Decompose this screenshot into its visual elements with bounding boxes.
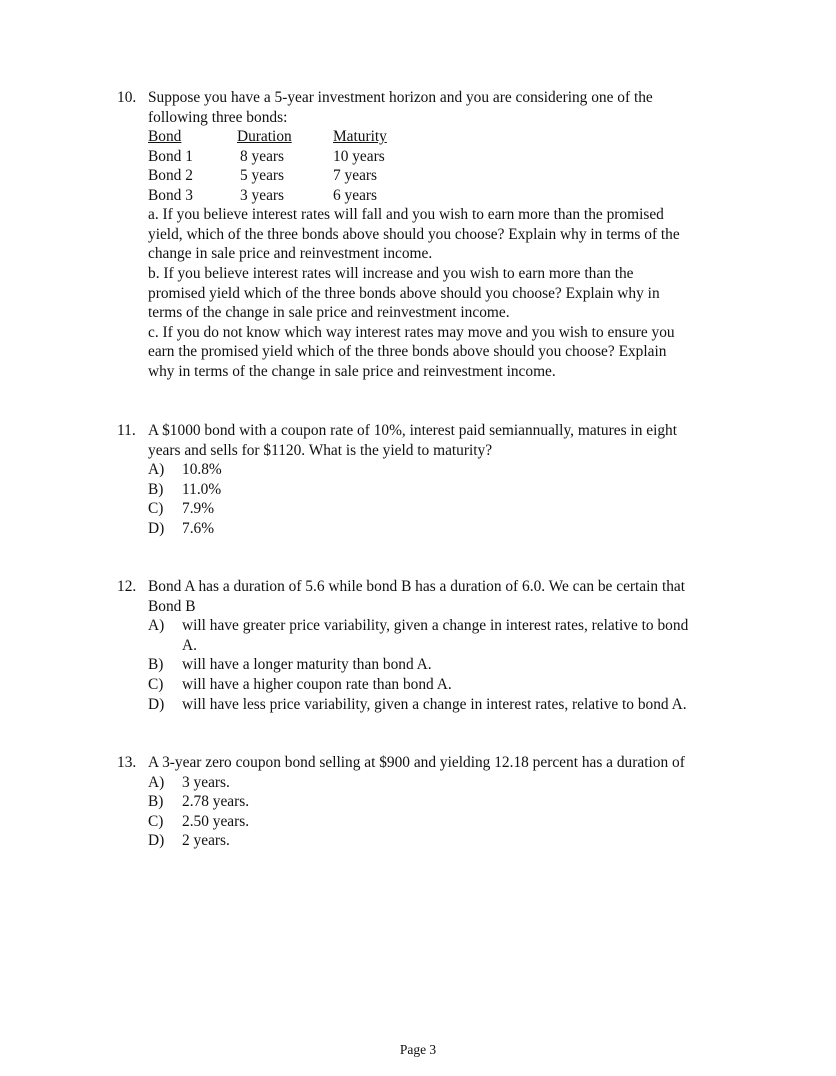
option-text: 3 years. [182, 773, 230, 791]
option-text: A. [182, 636, 197, 654]
option-text: 11.0% [182, 480, 222, 498]
question-12 [117, 577, 757, 714]
part-a-line: yield, which of the three bonds above should you choose? Explain why in terms of the [148, 225, 680, 243]
answer-option-c [148, 499, 757, 519]
table-header-duration: Duration [237, 128, 292, 146]
question-text-line: A 3-year zero coupon bond selling at $900 and yielding 12.18 percent has a duration of [148, 754, 685, 771]
option-text: 7.9% [182, 500, 215, 518]
option-label: B) [148, 656, 164, 674]
option-text: will have greater price variability, given a change in interest rates, relative to bond [182, 617, 689, 635]
option-text: will have a longer maturity than bond A. [182, 656, 432, 674]
question-10 [117, 88, 757, 382]
table-header-bond: Bond [148, 128, 182, 146]
table-cell: 10 years [333, 147, 385, 165]
option-label: A) [148, 773, 165, 791]
question-number: 10. [117, 89, 137, 106]
question-text-line: Bond A has a duration of 5.6 while bond B has a duration of 6.0. We can be certain that [148, 578, 686, 595]
option-label: D) [148, 519, 165, 537]
question-11 [117, 421, 757, 539]
option-text: 2.78 years. [182, 793, 250, 811]
question-text-line: A $1000 bond with a coupon rate of 10%, interest paid semiannually, matures in eight [148, 422, 678, 439]
page-number: Page 3 [399, 1042, 437, 1057]
option-label: A) [148, 617, 165, 635]
question-body [148, 577, 757, 714]
option-label: C) [148, 812, 164, 830]
answer-option-d [148, 831, 757, 851]
answer-option-a [148, 460, 757, 480]
table-cell: 8 years [240, 147, 285, 165]
part-b-line: promised yield which of the three bonds above should you choose? Explain why in [148, 284, 660, 302]
option-label: B) [148, 793, 164, 811]
answer-option-d [148, 695, 757, 715]
table-cell: Bond 3 [148, 186, 193, 204]
option-label: C) [148, 675, 164, 693]
table-cell: 3 years [240, 186, 285, 204]
question-13 [117, 753, 757, 851]
option-text: 7.6% [182, 519, 215, 537]
option-label: A) [148, 461, 165, 479]
option-label: D) [148, 695, 165, 713]
answer-option-b [148, 480, 757, 500]
part-c-line: earn the promised yield which of the three bonds above should you choose? Explain [148, 343, 667, 361]
answer-option-a [148, 773, 757, 793]
part-c-line: c. If you do not know which way interest rates may move and you wish to ensure you [148, 323, 675, 341]
question-text-line: years and sells for $1120. What is the yield to maturity? [148, 441, 493, 459]
answer-option-a [148, 616, 757, 655]
answer-option-b [148, 792, 757, 812]
question-number: 11. [117, 422, 136, 439]
table-cell: 5 years [240, 167, 285, 185]
option-text: will have a higher coupon rate than bond A. [182, 675, 452, 693]
question-text-line: Suppose you have a 5-year investment horizon and you are considering one of the [148, 89, 653, 106]
table-cell: Bond 1 [148, 147, 193, 165]
table-cell: 6 years [333, 186, 378, 204]
part-c-line: why in terms of the change in sale price and reinvestment income. [148, 362, 556, 380]
part-a-line: a. If you believe interest rates will fall and you wish to earn more than the promised [148, 206, 664, 224]
question-number: 13. [117, 754, 137, 771]
answer-option-c [148, 812, 757, 832]
table-header-maturity: Maturity [333, 128, 387, 146]
question-text-line: Bond B [148, 597, 196, 615]
option-label: C) [148, 500, 164, 518]
answer-option-d [148, 519, 757, 539]
answer-option-b [148, 655, 757, 675]
question-body [148, 88, 757, 382]
option-label: D) [148, 832, 165, 850]
question-number: 12. [117, 578, 137, 595]
bond-table [148, 127, 757, 205]
question-body [148, 753, 757, 851]
option-text: 2 years. [182, 832, 230, 850]
answer-option-c [148, 675, 757, 695]
option-text: 10.8% [182, 461, 222, 479]
part-b-line: terms of the change in sale price and reinvestment income. [148, 304, 510, 322]
part-b-line: b. If you believe interest rates will increase and you wish to earn more than the [148, 264, 634, 282]
question-text-line: following three bonds: [148, 108, 288, 126]
option-text: 2.50 years. [182, 812, 250, 830]
part-a-line: change in sale price and reinvestment income. [148, 245, 433, 263]
question-body [148, 421, 757, 539]
option-label: B) [148, 480, 164, 498]
option-text: will have less price variability, given a change in interest rates, relative to bond A. [182, 695, 687, 713]
table-cell: 7 years [333, 167, 378, 185]
table-cell: Bond 2 [148, 167, 193, 185]
